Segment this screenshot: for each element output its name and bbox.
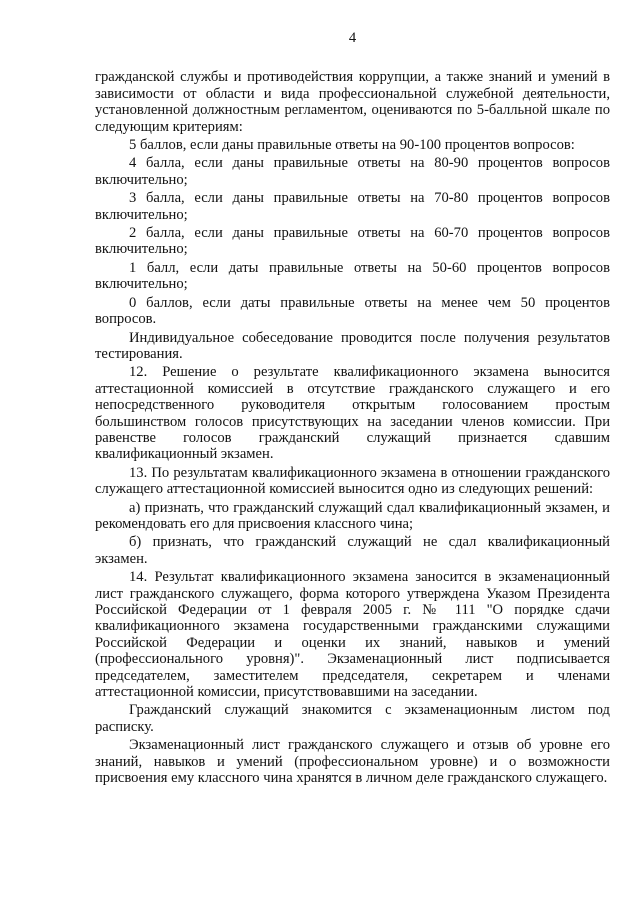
paragraph: Экзаменационный лист гражданского служащего и отзыв об уровне его знаний, навыков и умений (профессиональном уровне) и о возможности присвоения ему классного чина хранятся в личном деле гражданского служащего. (95, 737, 610, 787)
paragraph: 14. Результат квалификационного экзамена заносится в экзаменационный лист гражданского служащего, форма которого утверждена Указом Президента Российской Федерации от 1 февраля 2005 г. № 111 "О порядке сдачи квалификационного экзамена государственными гражданскими служащими Российской Федерации и оценки их знаний, навыков и умений (профессионального уровня)". Экзаменационный лист подписывается председателем, заместителем председателя, секретарем и членами аттестационной комиссии, присутствовавшими на заседании. (95, 569, 610, 701)
paragraph: а) признать, что гражданский служащий сдал квалификационный экзамен, и рекомендовать его для присвоения классного чина; (95, 499, 610, 532)
document-body (95, 69, 610, 786)
page-number: 4 (348, 30, 357, 46)
paragraph: 13. По результатам квалификационного экзамена в отношении гражданского служащего аттестационной комиссией выносится одно из следующих решений: (95, 464, 610, 498)
paragraph: 0 баллов, если даты правильные ответы на менее чем 50 процентов вопросов. (95, 294, 610, 328)
paragraph: б) признать, что гражданский служащий не сдал квалификационный экзамен. (95, 534, 610, 567)
paragraph: 5 баллов, если даны правильные ответы на 90-100 процентов вопросов: (129, 137, 575, 154)
paragraph: Гражданский служащий знакомится с экзаменационным листом под расписку. (95, 702, 610, 735)
paragraph: 1 балл, если даты правильные ответы на 50-60 процентов вопросов включительно; (95, 259, 610, 293)
paragraph: гражданской службы и противодействия коррупции, а также знаний и умений в зависимости от области и вида профессиональной служебной деятельности, установленной должностным регламентом, оцениваются по 5-балльной шкале по следующим критериям: (95, 69, 610, 135)
paragraph: 4 балла, если даны правильные ответы на 80-90 процентов вопросов включительно; (95, 155, 610, 188)
paragraph: 12. Решение о результате квалификационного экзамена выносится аттестационной комиссией в отсутствие гражданского служащего и его непосредственного руководителя открытым голосованием простым большинством голосов присутствующих на заседании членов комиссии. При равенстве голосов гражданский служащий признается сдавшим квалификационный экзамен. (95, 364, 610, 463)
paragraph: Индивидуальное собеседование проводится после получения результатов тестирования. (95, 329, 610, 362)
paragraph: 3 балла, если даны правильные ответы на 70-80 процентов вопросов включительно; (95, 190, 610, 223)
paragraph: 2 балла, если даны правильные ответы на 60-70 процентов вопросов включительно; (95, 225, 610, 258)
